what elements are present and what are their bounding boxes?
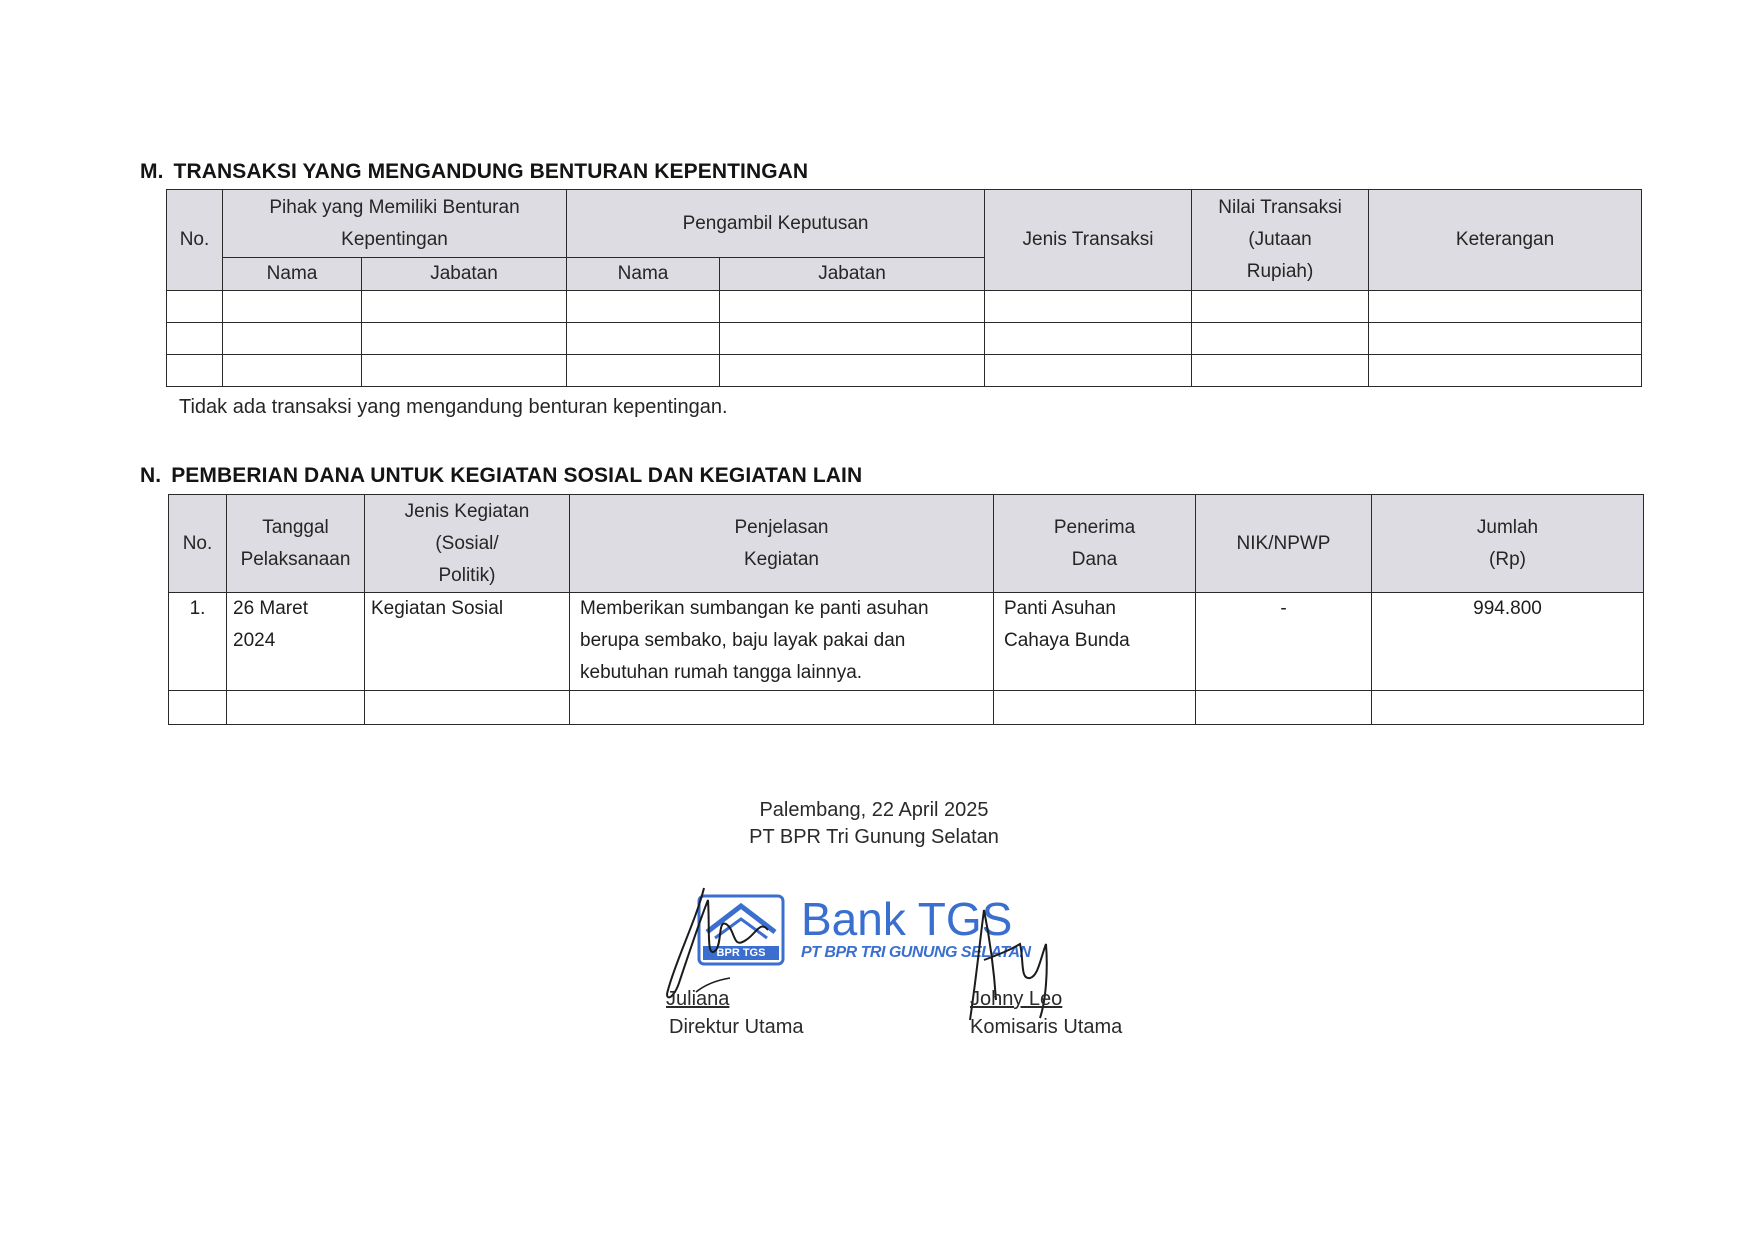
stamp-logo-text: BPR TGS — [716, 947, 766, 959]
signatory-1-role: Direktur Utama — [669, 1016, 804, 1038]
cell-tanggal-line1: 26 Maret — [233, 598, 308, 619]
header-jenis-line1: Jenis Kegiatan — [404, 500, 530, 522]
no-transaction-note: Tidak ada transaksi yang mengandung benturan kepentingan. — [179, 396, 728, 418]
cell-penjelasan-line2: berupa sembako, baju layak pakai dan — [580, 630, 906, 651]
header-penjelasan-line2: Kegiatan — [743, 548, 819, 570]
header-nilai-line1: Nilai Transaksi — [1218, 197, 1342, 218]
header-no: No. — [167, 190, 223, 291]
header-nama-pengambil: Nama — [567, 258, 720, 291]
header-nilai-line3: Rupiah) — [1246, 261, 1314, 282]
table-row — [167, 355, 1642, 387]
header-tanggal — [227, 495, 365, 593]
header-pihak-line1: Pihak yang Memiliki Benturan — [269, 196, 520, 218]
cell-penerima-line2: Cahaya Bunda — [1004, 630, 1130, 651]
cell-penjelasan-line3: kebutuhan rumah tangga lainnya. — [580, 662, 863, 683]
table-row — [167, 323, 1642, 355]
header-tanggal-line2: Pelaksanaan — [240, 548, 351, 570]
cell-penjelasan — [570, 593, 994, 691]
section-m-title: TRANSAKSI YANG MENGANDUNG BENTURAN KEPENTINGAN — [173, 160, 809, 183]
cell-nik: - — [1196, 593, 1372, 691]
header-jenis-line2: (Sosial/ — [435, 532, 499, 554]
cell-penerima-line1: Panti Asuhan — [1004, 598, 1116, 619]
section-m-heading — [140, 160, 808, 184]
section-n-title: PEMBERIAN DANA UNTUK KEGIATAN SOSIAL DAN KEGIATAN LAIN — [171, 464, 863, 487]
header-nik-npwp: NIK/NPWP — [1196, 495, 1372, 593]
table-row — [169, 691, 1644, 725]
header-jumlah-line2: (Rp) — [1489, 548, 1526, 570]
header-no: No. — [169, 495, 227, 593]
company-name: PT BPR Tri Gunung Selatan — [749, 826, 999, 848]
header-jabatan-pihak: Jabatan — [362, 258, 567, 291]
header-pihak — [223, 190, 567, 258]
signatory-2-role: Komisaris Utama — [970, 1016, 1123, 1038]
cell-no: 1. — [169, 593, 227, 691]
section-m-letter: M. — [140, 160, 164, 183]
cell-jumlah: 994.800 — [1372, 593, 1644, 691]
header-pengambil: Pengambil Keputusan — [567, 190, 985, 258]
signatory-2-name: Johny Leo — [970, 988, 1063, 1010]
cell-tanggal — [227, 593, 365, 691]
header-penerima — [994, 495, 1196, 593]
table-row — [169, 593, 1644, 691]
conflict-of-interest-table — [166, 189, 1642, 387]
header-jumlah-line1: Jumlah — [1476, 516, 1539, 538]
place-date: Palembang, 22 April 2025 — [759, 799, 989, 821]
cell-tanggal-line2: 2024 — [233, 630, 276, 651]
header-penjelasan — [570, 495, 994, 593]
cell-penjelasan-line1: Memberikan sumbangan ke panti asuhan — [580, 598, 929, 619]
cell-jenis: Kegiatan Sosial — [365, 593, 570, 691]
header-jabatan-pengambil: Jabatan — [720, 258, 985, 291]
section-n-heading — [140, 464, 862, 488]
header-jenis-line3: Politik) — [438, 564, 496, 586]
header-jenis-kegiatan — [365, 495, 570, 593]
stamp-brand: Bank TGS — [801, 893, 1013, 945]
header-jumlah — [1372, 495, 1644, 593]
header-nilai-line2: (Jutaan — [1248, 229, 1312, 250]
header-penerima-line1: Penerima — [1053, 516, 1136, 538]
stamp-subtitle: PT BPR TRI GUNUNG SELATAN — [801, 944, 1031, 961]
header-jenis-transaksi: Jenis Transaksi — [985, 190, 1192, 291]
header-tanggal-line1: Tanggal — [262, 516, 329, 538]
header-nilai-transaksi — [1192, 190, 1369, 291]
signatory-1-name: Juliana — [666, 988, 730, 1010]
social-funding-table — [168, 494, 1644, 725]
header-penerima-line2: Dana — [1071, 548, 1118, 570]
header-nama-pihak: Nama — [223, 258, 362, 291]
header-penjelasan-line1: Penjelasan — [734, 516, 829, 538]
header-pihak-line2: Kepentingan — [341, 228, 448, 250]
cell-penerima — [994, 593, 1196, 691]
section-n-letter: N. — [140, 464, 162, 487]
header-keterangan: Keterangan — [1369, 190, 1642, 291]
table-row — [167, 291, 1642, 323]
